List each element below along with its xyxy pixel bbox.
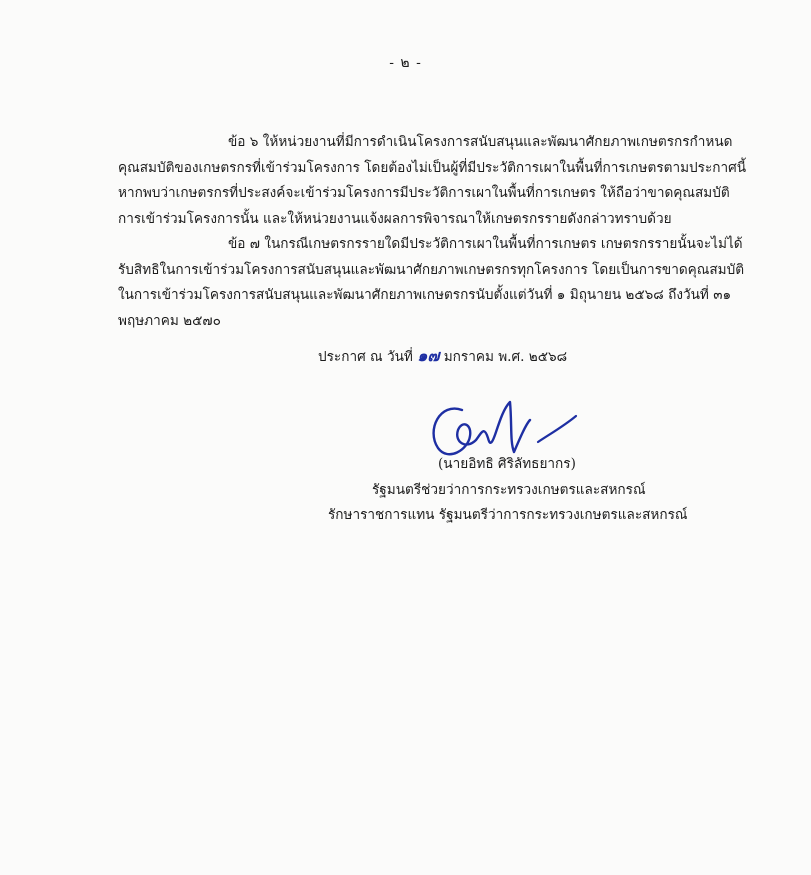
clause-6 xyxy=(118,130,754,232)
clause-7-line: ข้อ ๗ ในกรณีเกษตรกรรายใดมีประวัติการเผาในพื้นที่การเกษตร เกษตรกรรายนั้นจะไม่ได้ xyxy=(228,236,743,252)
signatory-acting-position: รักษาราชการแทน รัฐมนตรีว่าการกระทรวงเกษตรและสหกรณ์ xyxy=(328,507,688,523)
clause-6-line: คุณสมบัติของเกษตรกรที่เข้าร่วมโครงการ โดยต้องไม่เป็นผู้ที่มีประวัติการเผาในพื้นที่การเกษตรตามประกาศนี้ xyxy=(118,159,747,176)
clause-7-line: รับสิทธิในการเข้าร่วมโครงการสนับสนุนและพัฒนาศักยภาพเกษตรกรทุกโครงการ โดยเป็นการขาดคุณสมบัติ xyxy=(118,261,745,278)
announcement-prefix: ประกาศ ณ วันที่ xyxy=(318,349,413,365)
clause-7-line: พฤษภาคม ๒๕๗๐ xyxy=(118,312,221,329)
page-number: - ๒ - xyxy=(389,55,422,71)
announcement-suffix: มกราคม พ.ศ. ๒๕๖๘ xyxy=(443,349,568,365)
clause-7-line: ในการเข้าร่วมโครงการสนับสนุนและพัฒนาศักยภาพเกษตรกรนับตั้งแต่วันที่ ๑ มิถุนายน ๒๕๖๘ ถึงวันที่ ๓๑ xyxy=(118,287,732,303)
signatory-name: (นายอิทธิ ศิริลัทธยากร) xyxy=(438,456,576,472)
announcement-date xyxy=(318,344,567,369)
clause-6-line: การเข้าร่วมโครงการนั้น และให้หน่วยงานแจ้งผลการพิจารณาให้เกษตรกรรายดังกล่าวทราบด้วย xyxy=(118,210,672,227)
handwritten-day: ๑๗ xyxy=(417,346,440,365)
signatory-position: รัฐมนตรีช่วยว่าการกระทรวงเกษตรและสหกรณ์ xyxy=(372,482,646,498)
clause-7 xyxy=(118,232,754,334)
clause-6-line: ข้อ ๖ ให้หน่วยงานที่มีการดำเนินโครงการสนับสนุนและพัฒนาศักยภาพเกษตรกรกำหนด xyxy=(228,134,733,150)
clause-6-line: หากพบว่าเกษตรกรที่ประสงค์จะเข้าร่วมโครงการมีประวัติการเผาในพื้นที่การเกษตร ให้ถือว่าขาดคุณสมบัติ xyxy=(118,185,730,201)
